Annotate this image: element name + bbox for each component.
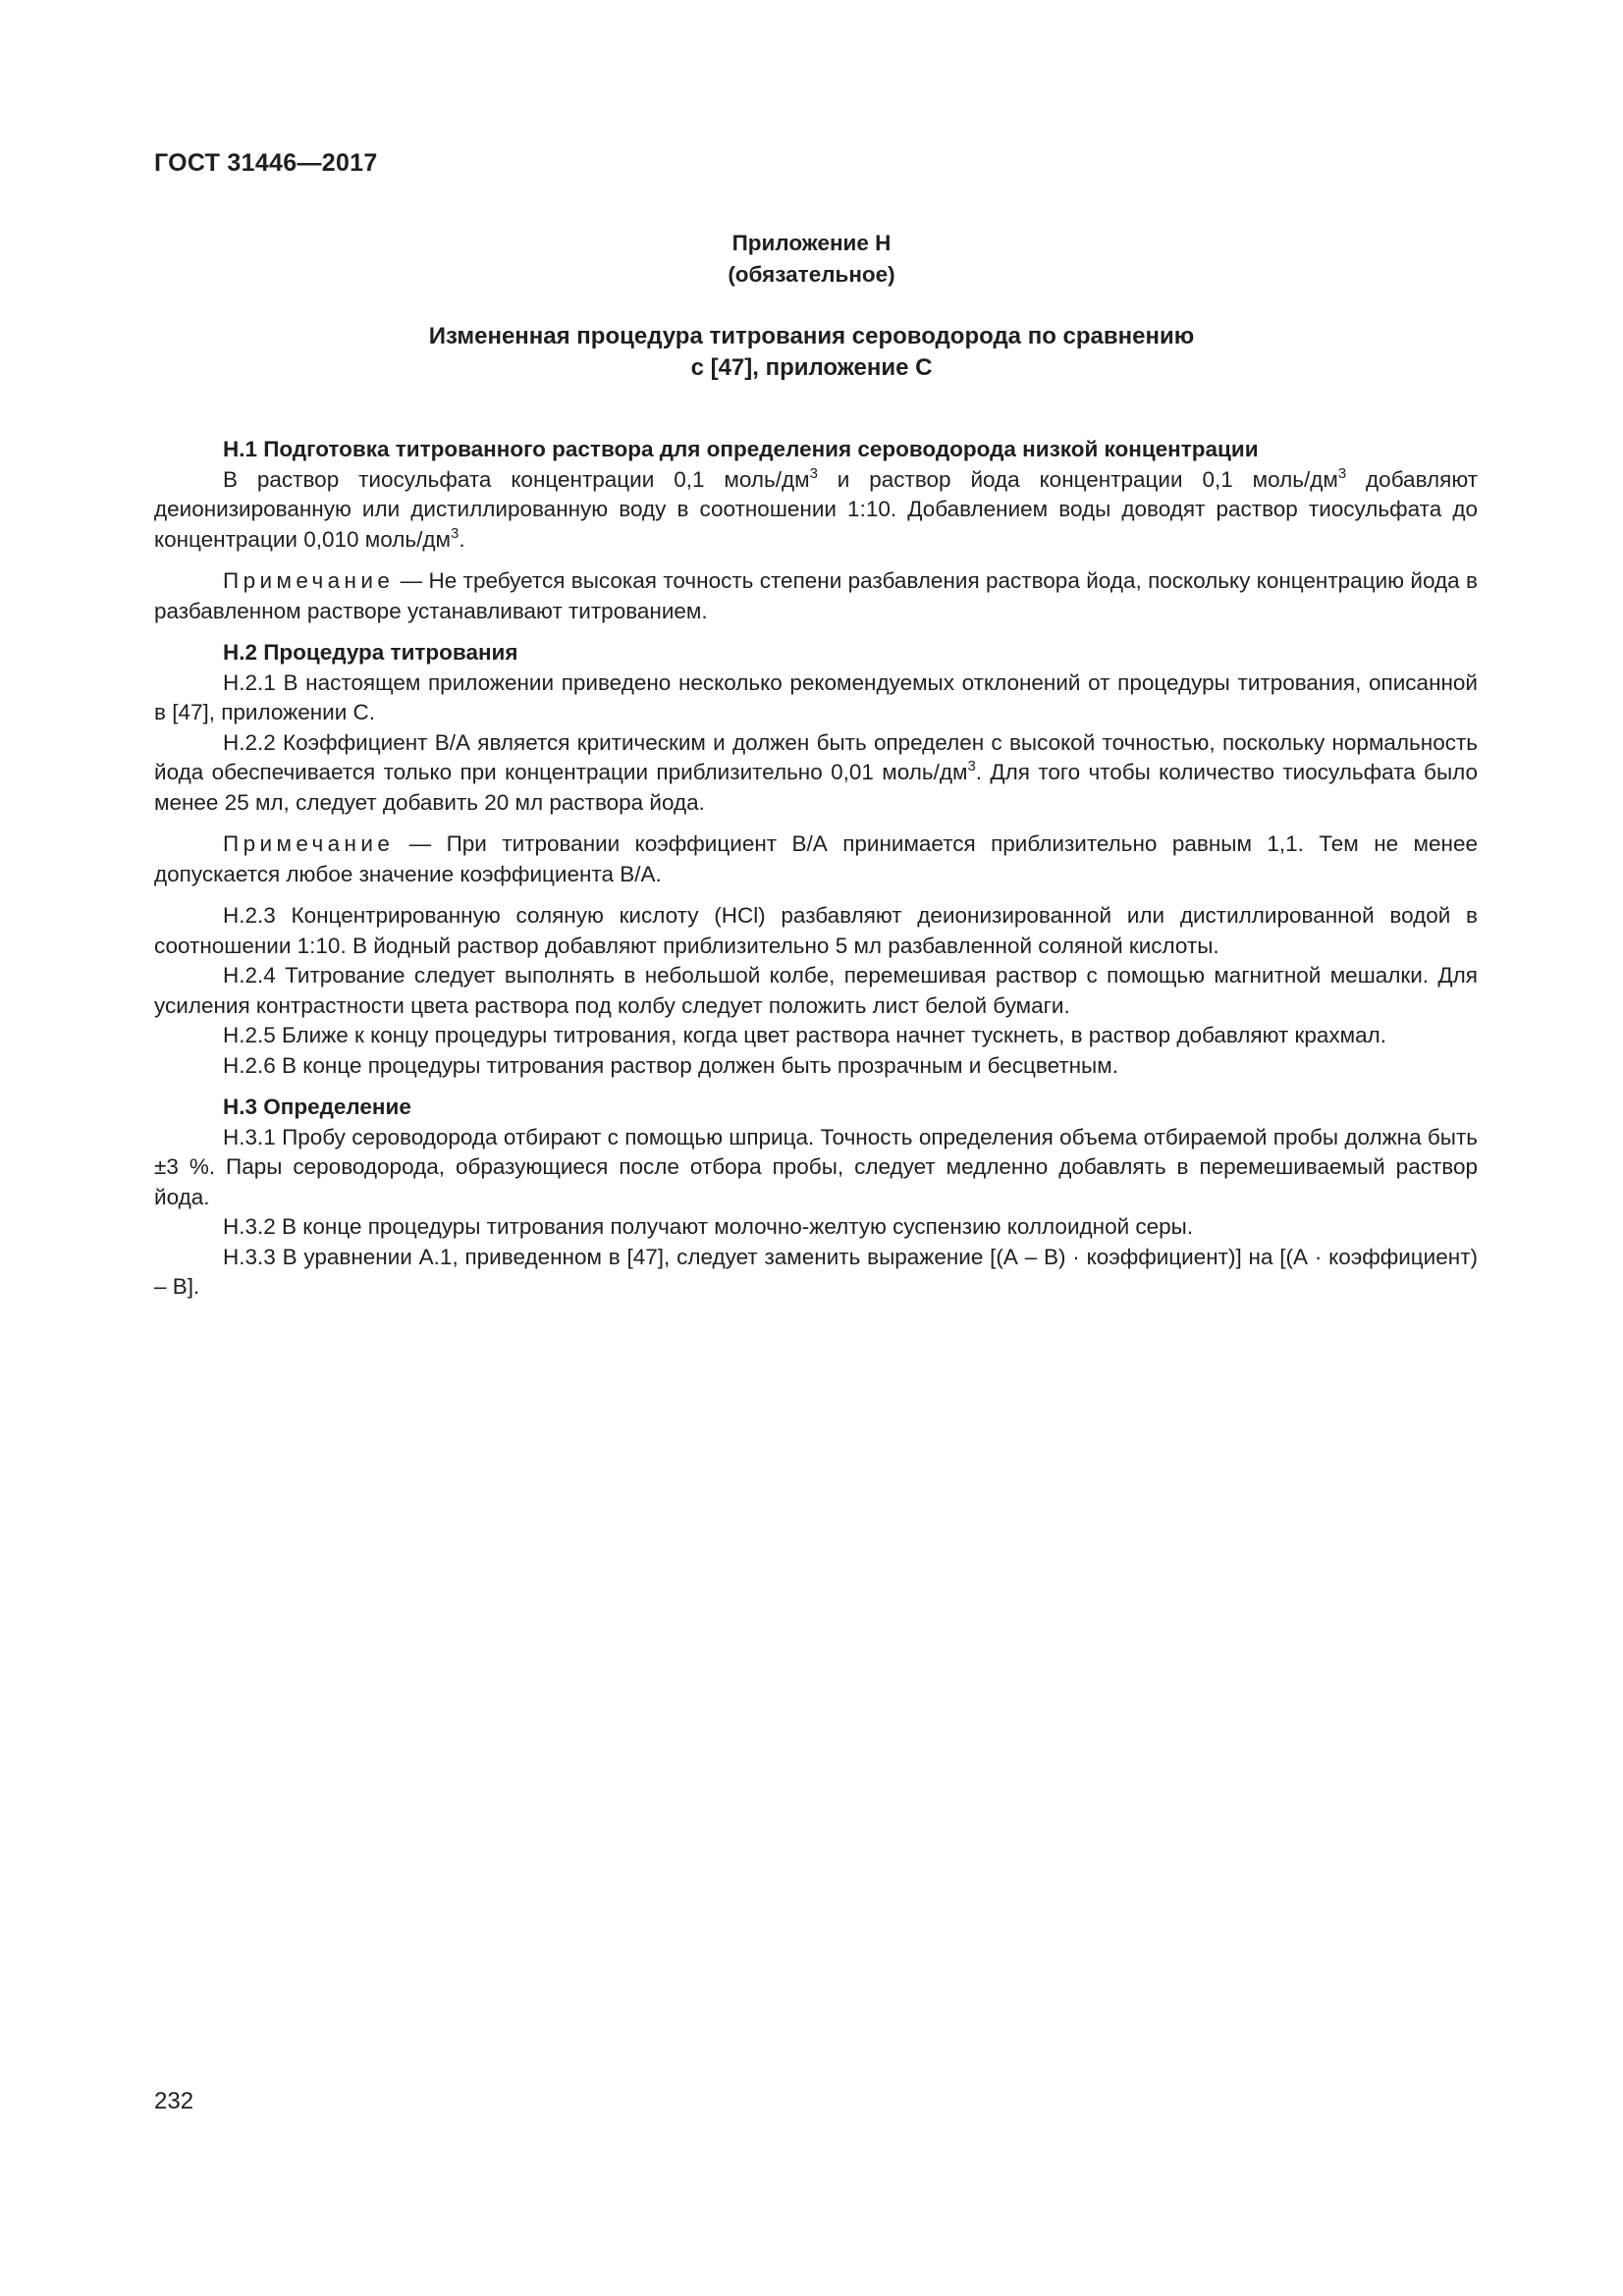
note-h2 [154, 829, 1478, 889]
paragraph-h3-3: Н.3.3 В уравнении А.1, приведенном в [47], следует заменить выражение [(А – В) · коэффициент)] на [(А · коэффициент) – В]. [154, 1244, 1478, 1299]
page-number: 232 [154, 2088, 194, 2114]
paragraph-h1 [154, 465, 1478, 556]
superscript: 3 [1337, 464, 1347, 482]
note-text: — При титровании коэффициент В/А принимается приблизительно равным 1,1. Тем не менее допускается любое значение коэффициента В/А. [154, 831, 1478, 886]
section-heading-h3: Н.3 Определение [223, 1095, 411, 1119]
text-run: Н.2.2 Коэффициент В/А является критическим и должен быть определен с высокой точностью, поскольку нормальность йода обеспечивается только при концентрации приблизительно 0,01 моль/дм [154, 729, 1478, 784]
paragraph-h3-1: Н.3.1 Пробу сероводорода отбирают с помощью шприца. Точность определения объема отбираемой пробы должна быть ±3 %. Пары сероводорода, образующиеся после отбора пробы, следует медленно добавлять в перемешиваемый раствор йода. [154, 1124, 1478, 1209]
appendix-label: Приложение Н [731, 231, 892, 255]
paragraph-h3-2: Н.3.2 В конце процедуры титрования получают молочно-желтую суспензию коллоидной серы. [223, 1214, 1194, 1239]
paragraph-h2-6: Н.2.6 В конце процедуры титрования раствор должен быть прозрачным и бесцветным. [223, 1052, 1118, 1078]
note-h1 [154, 566, 1478, 626]
note-text: — Не требуется высокая точность степени разбавления раствора йода, поскольку концентрацию йода в разбавленном растворе устанавливают титрованием. [154, 568, 1478, 623]
document-code: ГОСТ 31446—2017 [154, 149, 378, 177]
section-heading-h1: Н.1 Подготовка титрованного раствора для определения сероводорода низкой концентрации [223, 437, 1259, 461]
note-label: Примечание [223, 568, 395, 593]
superscript: 3 [809, 464, 818, 482]
paragraph-h2-5: Н.2.5 Ближе к концу процедуры титрования, когда цвет раствора начнет тускнеть, в раствор добавляют крахмал. [223, 1023, 1387, 1047]
paragraph-h2-2 [154, 728, 1478, 819]
text-run: . [459, 526, 465, 552]
note-label: Примечание [223, 831, 395, 856]
section-heading-h2: Н.2 Процедура титрования [223, 640, 518, 665]
text-run: В раствор тиосульфата концентрации 0,1 моль/дм [223, 466, 810, 492]
text-run: и раствор йода концентрации 0,1 моль/дм [817, 466, 1338, 492]
document-body [154, 435, 1478, 1303]
appendix-title-line-1: Измененная процедура титрования сероводорода по сравнению [428, 323, 1195, 349]
paragraph-h2-3: Н.2.3 Концентрированную соляную кислоту (HCl) разбавляют деионизированной или дистиллированной водой в соотношении 1:10. В йодный раствор добавляют приблизительно 5 мл разбавленной соляной кислоты. [154, 903, 1478, 958]
paragraph-h2-4: Н.2.4 Титрование следует выполнять в небольшой колбе, перемешивая раствор с помощью магнитной мешалки. Для усиления контрастности цвета раствора под колбу следует положить лист белой бумаги. [154, 963, 1478, 1018]
text-run: . Для того чтобы количество тиосульфата было менее 25 мл, следует добавить 20 мл раствора йода. [154, 760, 1479, 815]
paragraph-h2-1: Н.2.1 В настоящем приложении приведено несколько рекомендуемых отклонений от процедуры титрования, описанной в [47], приложении С. [154, 669, 1478, 724]
superscript: 3 [967, 758, 976, 774]
appendix-header [0, 228, 1623, 291]
appendix-status: (обязательное) [728, 262, 895, 287]
text-run: добавляют деионизированную или дистиллированную воду в соотношении 1:10. Добавлением воды доводят раствор тиосульфата до концентрации 0,010 моль/дм [154, 466, 1479, 552]
appendix-title [0, 321, 1623, 384]
appendix-title-line-2: с [47], приложение С [690, 354, 933, 381]
superscript: 3 [450, 524, 460, 542]
